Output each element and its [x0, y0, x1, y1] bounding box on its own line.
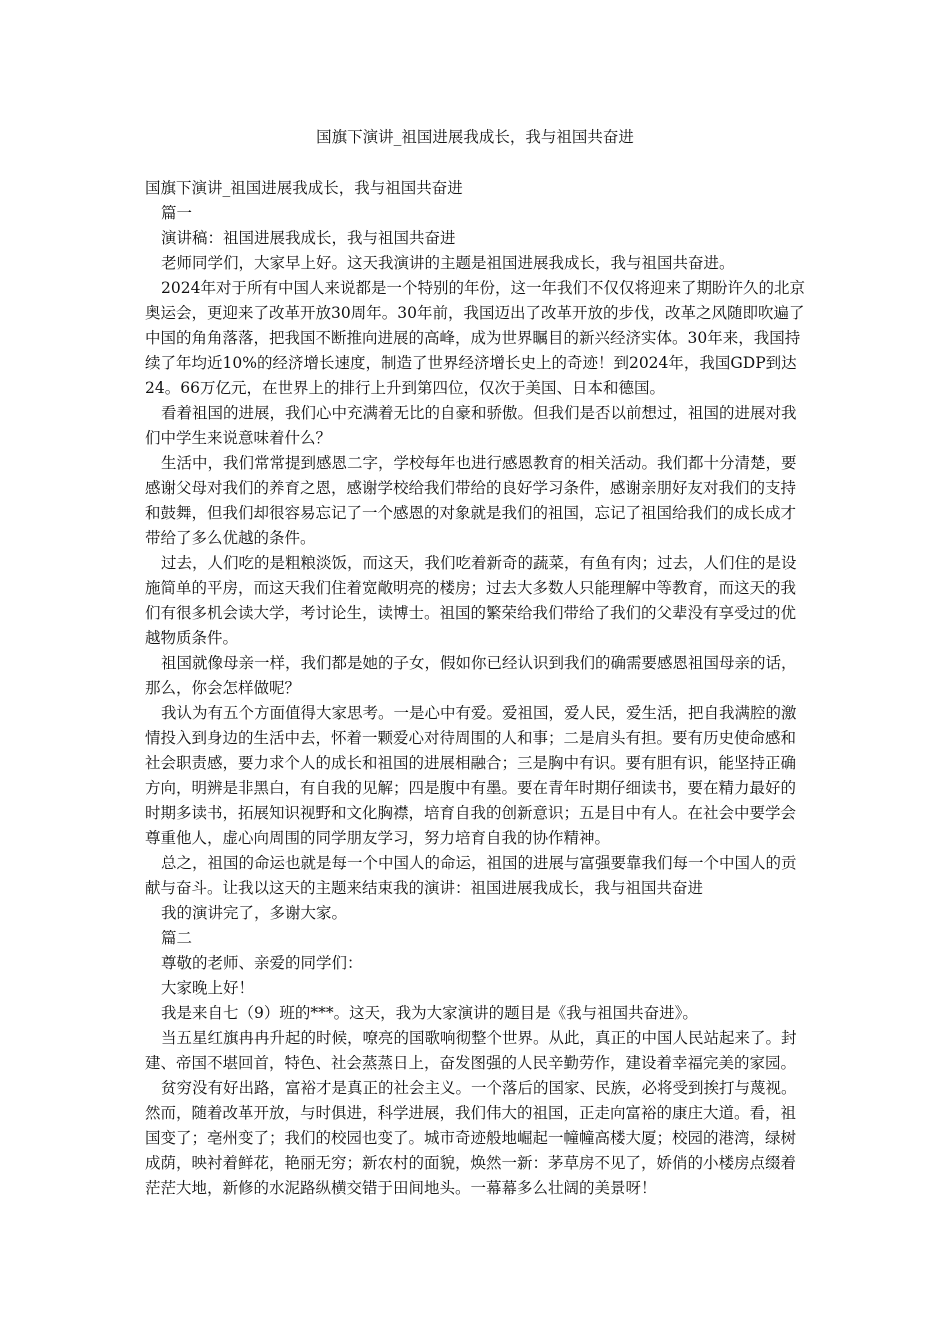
paragraph: 大家晚上好！ [161, 979, 255, 997]
document-body [145, 176, 811, 1201]
paragraph: 生活中，我们常常提到感恩二字，学校每年也进行感恩教育的相关活动。我们都十分清楚，要感谢父母对我们的养育之恩，感谢学校给我们带给的良好学习条件，感谢亲朋好友对我们的支持和鼓舞，但我们却很容易忘记了一个感恩的对象就是我们的祖国，忘记了祖国给我们的成长成才带给了多么优越的条件。 [145, 454, 797, 547]
heading-paragraph: 国旗下演讲_祖国进展我成长，我与祖国共奋进 [145, 179, 463, 197]
paragraph: 尊敬的老师、亲爱的同学们： [161, 954, 363, 972]
paragraph: 祖国就像母亲一样，我们都是她的子女，假如你已经认识到我们的确需要感恩祖国母亲的话，那么，你会怎样做呢？ [145, 654, 797, 697]
paragraph: 当五星红旗冉冉升起的时候，嘹亮的国歌响彻整个世界。从此，真正的中国人民站起来了。封建、帝国不堪回首，特色、社会蒸蒸日上，奋发图强的人民辛勤劳作，建设着幸福完美的家园。 [145, 1029, 797, 1072]
paragraph: 我认为有五个方面值得大家思考。一是心中有爱。爱祖国，爱人民，爱生活，把自我满腔的激情投入到身边的生活中去，怀着一颗爱心对待周围的人和事；二是肩头有担。要有历史使命感和社会职责感，要力求个人的成长和祖国的进展相融合；三是胸中有识。要有胆有识，能坚持正确方向，明辨是非黑白，有自我的见解；四是腹中有墨。要在青年时期仔细读书，要在精力最好的时期多读书，拓展知识视野和文化胸襟，培育自我的创新意识；五是目中有人。在社会中要学会尊重他人，虚心向周围的同学朋友学习，努力培育自我的协作精神。 [145, 704, 797, 847]
section-label: 篇一 [161, 204, 193, 222]
paragraph: 过去，人们吃的是粗粮淡饭，而这天，我们吃着新奇的蔬菜，有鱼有肉；过去，人们住的是设施简单的平房，而这天我们住着宽敞明亮的楼房；过去大多数人只能理解中等教育，而这天的我们有很多机会读大学，考讨论生，读博士。祖国的繁荣给我们带给了我们的父辈没有享受过的优越物质条件。 [145, 554, 797, 647]
paragraph: 我的演讲完了，多谢大家。 [161, 904, 348, 922]
paragraph: 看着祖国的进展，我们心中充满着无比的自豪和骄傲。但我们是否以前想过，祖国的进展对我们中学生来说意味着什么？ [145, 404, 797, 447]
page-title: 国旗下演讲_祖国进展我成长，我与祖国共奋进 [316, 128, 634, 146]
paragraph: 老师同学们，大家早上好。这天我演讲的主题是祖国进展我成长，我与祖国共奋进。 [161, 254, 735, 272]
paragraph: 贫穷没有好出路，富裕才是真正的社会主义。一个落后的国家、民族，必将受到挨打与蔑视。然而，随着改革开放，与时俱进，科学进展，我们伟大的祖国，正走向富裕的康庄大道。看，祖国变了；亳州变了；我们的校园也变了。城市奇迹般地崛起一幢幢高楼大厦；校园的港湾，绿树成荫，映衬着鲜花，艳丽无穷；新农村的面貌，焕然一新：茅草房不见了，娇俏的小楼房点缀着茫茫大地，新修的水泥路纵横交错于田间地头。一幕幕多么壮阔的美景呀！ [145, 1079, 797, 1197]
paragraph: 我是来自七（9）班的***。这天，我为大家演讲的题目是《我与祖国共奋进》。 [161, 1004, 698, 1022]
paragraph: 演讲稿：祖国进展我成长，我与祖国共奋进 [161, 229, 456, 247]
section-label: 篇二 [161, 929, 193, 947]
paragraph: 总之，祖国的命运也就是每一个中国人的命运，祖国的进展与富强要靠我们每一个中国人的贡献与奋斗。让我以这天的主题来结束我的演讲：祖国进展我成长，我与祖国共奋进 [145, 854, 797, 897]
paragraph: 2024年对于所有中国人来说都是一个特别的年份，这一年我们不仅仅将迎来了期盼许久的北京奥运会，更迎来了改革开放30周年。30年前，我国迈出了改革开放的步伐，改革之风随即吹遍了中国的角角落落，把我国不断推向进展的高峰，成为世界瞩目的新兴经济实体。30年来，我国持续了年均近10%的经济增长速度，制造了世界经济增长史上的奇迹！到2024年，我国GDP到达24。66万亿元，在世界上的排行上升到第四位，仅次于美国、日本和德国。 [145, 279, 805, 397]
